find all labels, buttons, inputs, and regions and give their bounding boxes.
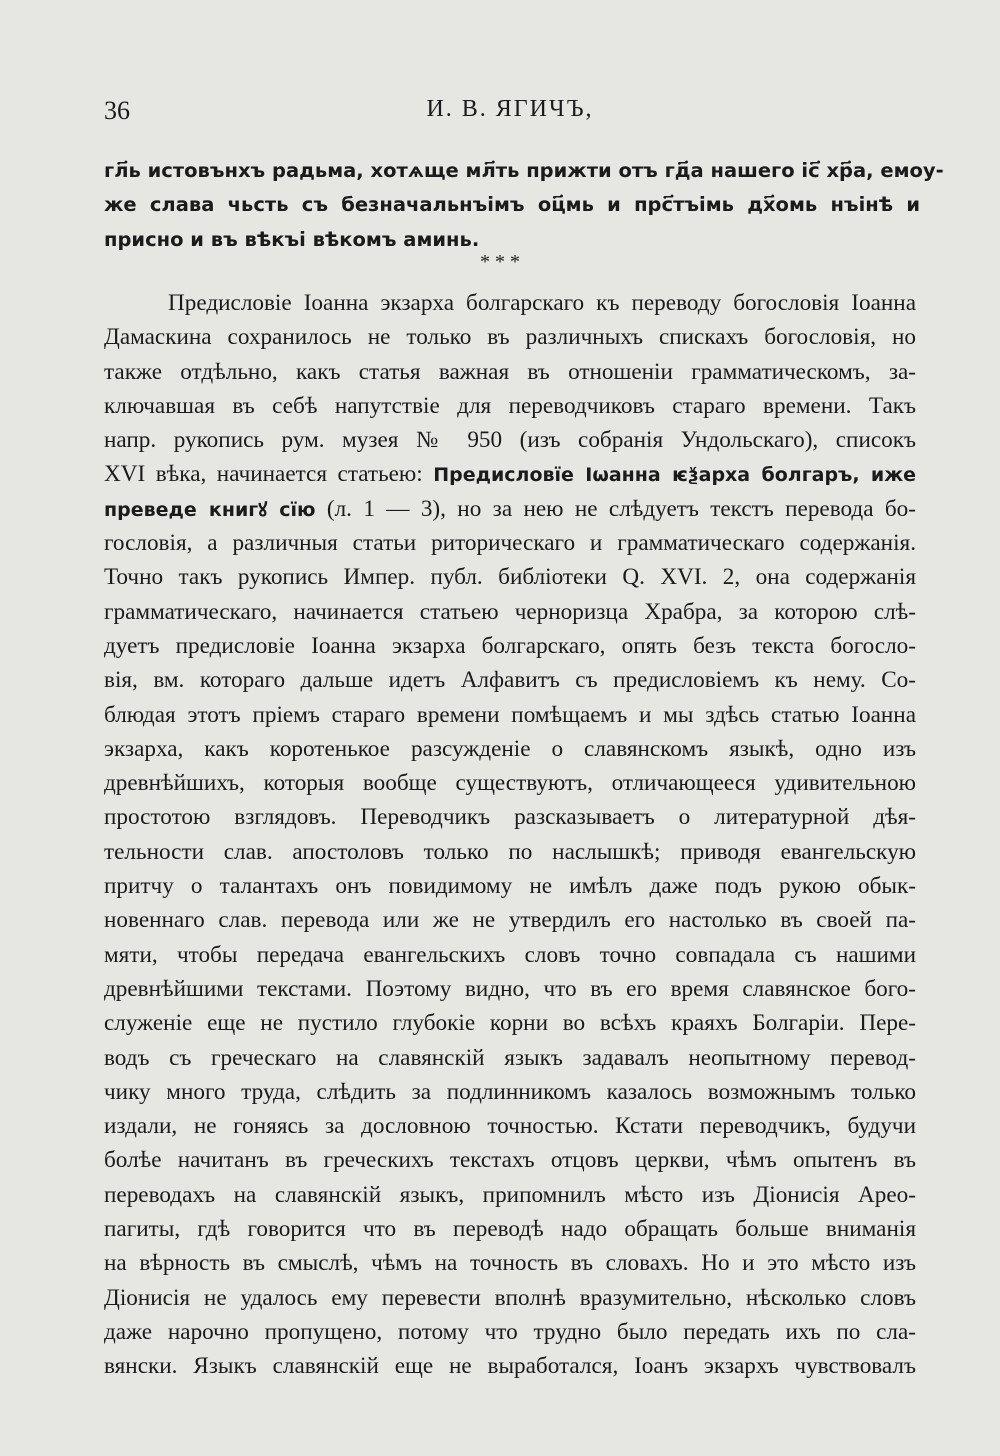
text-line: напр. рукопись рум. музея № 950 (изъ собранія Ундольскаго), списокъ [104, 427, 916, 454]
text-line-with-quote [104, 492, 916, 526]
slavonic-line: присно и въ вѣкъі вѣкомъ аминь. [104, 227, 480, 251]
text-line: болѣе начитанъ въ греческихъ текстахъ отцовъ церкви, чѣмъ опытенъ въ [104, 1147, 916, 1174]
text-line: дуетъ предисловіе Іоанна экзарха болгарскаго, опять безъ текста богосло- [104, 632, 916, 659]
text-line: также отдѣльно, какъ статья важная въ отношеніи грамматическомъ, за- [104, 358, 916, 385]
text-line-with-quote [104, 457, 916, 491]
text-segment: (л. 1 — 3), но за нею не слѣдуетъ текстъ перевода бо- [326, 495, 916, 522]
text-line: на вѣрность въ смыслѣ, чѣмъ на точность въ словахъ. Но и это мѣсто изъ [104, 1250, 916, 1277]
old-slavonic-passage [104, 152, 944, 255]
text-line: Дамаскина сохранилось не только въ различныхъ спискахъ богословія, но [104, 324, 916, 351]
text-line: древнѣйшими текстами. Поэтому видно, что въ его время славянское бого- [104, 975, 916, 1002]
text-line: простотою взглядовъ. Переводчикъ разсказываетъ о литературной дѣя- [104, 804, 916, 831]
text-line: водъ съ греческаго на славянскій языкъ задавалъ неопытному перевод- [104, 1044, 916, 1071]
text-line: мяти, чтобы передача евангельскихъ словъ точно совпадала съ нашими [104, 941, 916, 968]
text-line: гословія, а различныя статьи риторическаго и грамматическаго содержанія. [104, 530, 916, 557]
text-line: служеніе еще не пустило глубокіе корни во всѣхъ краяхъ Болгаріи. Пере- [104, 1010, 916, 1037]
slavonic-quote: преведе книгꙋ сїю [104, 498, 316, 521]
text-line: вія, вм. котораго дальше идетъ Алфавитъ съ предисловіемъ къ нему. Со- [104, 667, 916, 694]
text-line: древнѣйшихъ, которыя вообще существуютъ, отличающееся удивительною [104, 770, 916, 797]
slavonic-line: гл҃ь истовънхъ радьма, хотѧще мл҃ть прижти отъ гд҃а нашего іс҃ хр҃а, емоу- [104, 159, 944, 182]
slavonic-quote: Предисловїе Іѡанна ѥѯарха болгаръ, иже [433, 464, 916, 487]
body-text [104, 286, 916, 1384]
section-asterism: * * * [480, 251, 520, 273]
text-line: притчу о талантахъ онъ повидимому не имѣлъ даже подъ рукою обык- [104, 873, 916, 900]
text-line: Діонисія не удалось ему перевести вполнѣ вразумительно, нѣсколько словъ [104, 1284, 916, 1311]
text-line: блюдая этотъ пріемъ стараго времени помѣщаемъ и мы здѣсь статью Іоанна [104, 701, 916, 728]
slavonic-line: же слава чьсть съ безначальнъімъ оц҃мь и прс҃тъімь дх҃омь нъінѣ и [104, 193, 920, 217]
page-number: 36 [104, 96, 130, 125]
text-line: тельности слав. апостоловъ только по наслышкѣ; приводя евангельскую [104, 838, 916, 865]
text-line: Предисловіе Іоанна экзарха болгарскаго къ переводу богословія Іоанна [168, 290, 916, 316]
text-line: даже нарочно пропущено, потому что трудно было передать ихъ по сла- [104, 1318, 916, 1345]
text-line: вянски. Языкъ славянскій еще не выработался, Іоанъ экзархъ чувствовалъ [104, 1353, 916, 1380]
text-segment: XVI вѣка, начинается статьею: [104, 461, 423, 488]
running-title: И. В. ЯГИЧЪ, [426, 96, 594, 122]
text-line: ключавшая въ себѣ напутствіе для переводчиковъ стараго времени. Такъ [104, 392, 916, 419]
text-line: пагиты, гдѣ говорится что въ переводѣ надо обращать больше вниманія [104, 1216, 916, 1243]
text-line: издали, не гоняясь за дословною точностью. Кстати переводчикъ, будучи [104, 1113, 916, 1140]
text-line: переводахъ на славянскій языкъ, припомнилъ мѣсто изъ Діонисія Арео- [104, 1181, 916, 1208]
text-line: грамматическаго, начинается статьею черноризца Храбра, за которою слѣ- [104, 598, 916, 625]
text-line: экзарха, какъ коротенькое разсужденіе о славянскомъ языкѣ, одно изъ [104, 735, 916, 762]
page-header [104, 96, 916, 132]
text-line: новеннаго слав. перевода или же не утвердилъ его настолько въ своей па- [104, 907, 916, 934]
text-line: Точно такъ рукопись Импер. публ. библіотеки Q. XVI. 2, она содержанія [104, 564, 916, 591]
text-line: чику много труда, слѣдить за подлинникомъ казалось возможнымъ только [104, 1078, 916, 1105]
